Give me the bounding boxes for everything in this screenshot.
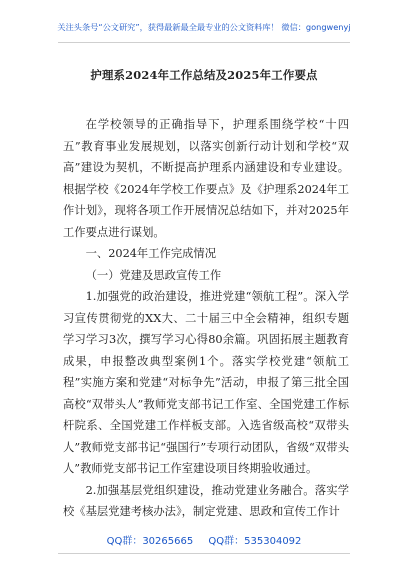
document-title: 护理系2024年工作总结及2025年工作要点 <box>90 68 318 82</box>
footer-divider <box>58 553 350 554</box>
qq-group-1[interactable]: QQ群：30265665 <box>106 536 194 547</box>
top-banner[interactable]: 关注头条号“公文研究”，获得最新最全最专业的公文资料库！ 微信：gongwenyj <box>57 22 351 32</box>
section-heading: 一、2024年工作完成情况 <box>85 247 217 260</box>
header-divider <box>58 42 350 43</box>
intro-paragraph: 在学校领导的正确指导下，护理系围绕学校“十四五”教育事业发展规划，以落实创新行动计划和学校“双高”建设为契机，不断提高护理系内涵建设和专业建设。根据学校《2024年学校工作要点》及《护理系2024年工作计划》，现将各项工作开展情况总结如下，并对2025年工作要点进行谋划。 <box>63 118 349 239</box>
footer <box>0 532 408 547</box>
subsection-heading: （一）党建及思政宣传工作 <box>85 268 222 282</box>
body-paragraph: 1.加强党的政治建设，推进党建“领航工程”。深入学习宣传贯彻党的XX大、二十届三中全会精神，组织专题学习学习3次，撰写学习心得80余篇。巩固拓展主题教育成果，申报整改典型案例1个。落实学校党建“领航工程”实施方案和党建“对标争先”活动，申报了第三批全国高校“双带头人”教师党支部书记工作室、全国党建工作标杆院系、全国党建工作样板支部。入选省级高校“双带头人”教师党支部书记“强国行”专项行动团队，省级“双带头人”教师党支部书记工作室建设项目终期验收通过。 <box>63 290 349 475</box>
body-paragraph: 2.加强基层党组织建设，推动党建业务融合。落实学校《基层党建考核办法》，制定党建、思政和宣传工作计 <box>63 483 349 518</box>
document-body <box>63 114 349 523</box>
qq-group-2[interactable]: QQ群：535304092 <box>208 536 302 547</box>
